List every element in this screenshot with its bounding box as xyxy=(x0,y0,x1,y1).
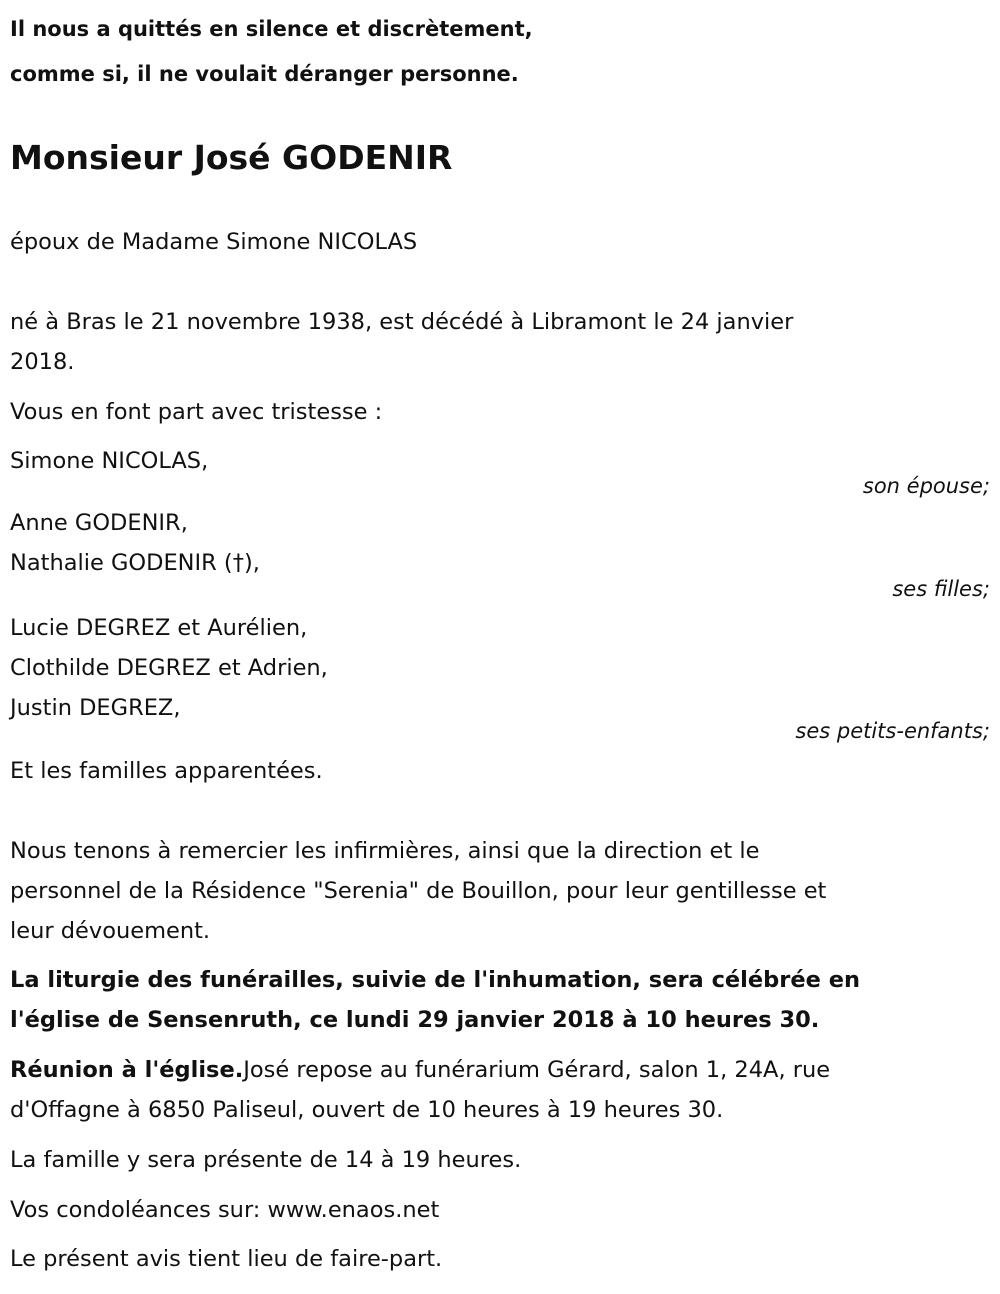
meeting-line: José repose au funérarium Gérard, salon 1, 24A, rue xyxy=(243,1057,831,1083)
thanks-line: Nous tenons à remercier les infirmières, ainsi que la direction et le xyxy=(10,838,760,864)
closing-line: Le présent avis tient lieu de faire-part. xyxy=(10,1246,443,1272)
family-name: Simone NICOLAS, xyxy=(10,448,209,474)
meeting-bold: Réunion à l'église. xyxy=(10,1057,244,1083)
condolences-line: Vos condoléances sur: www.enaos.net xyxy=(10,1197,440,1223)
liturgy-line: La liturgie des funérailles, suivie de l'inhumation, sera célébrée en xyxy=(10,967,860,993)
presence-line: La famille y sera présente de 14 à 19 heures. xyxy=(10,1147,522,1173)
family-name: Justin DEGREZ, xyxy=(10,695,181,721)
family-group-grandchildren xyxy=(10,608,980,728)
intro-line: comme si, il ne voulait déranger personne. xyxy=(10,62,519,86)
family-role: son épouse; xyxy=(862,474,990,498)
birth-death xyxy=(10,302,980,382)
thanks-line: personnel de la Résidence "Serenia" de Bouillon, pour leur gentillesse et xyxy=(10,878,827,904)
liturgy-line: l'église de Sensenruth, ce lundi 29 janvier 2018 à 10 heures 30. xyxy=(10,1007,820,1033)
family-role: ses filles; xyxy=(892,577,990,601)
intro-text xyxy=(10,7,980,97)
page-title: Monsieur José GODENIR xyxy=(10,138,453,177)
thanks-paragraph xyxy=(10,831,980,951)
family-role: ses petits-enfants; xyxy=(795,719,990,743)
family-name: Anne GODENIR, xyxy=(10,510,188,536)
meeting-line: d'Offagne à 6850 Paliseul, ouvert de 10 heures à 19 heures 30. xyxy=(10,1097,724,1123)
thanks-line: leur dévouement. xyxy=(10,918,211,944)
families-line: Et les familles apparentées. xyxy=(10,758,323,784)
birth-death-line: 2018. xyxy=(10,349,75,375)
birth-death-line: né à Bras le 21 novembre 1938, est décédé à Libramont le 24 janvier xyxy=(10,309,794,335)
family-name: Lucie DEGREZ et Aurélien, xyxy=(10,615,308,641)
liturgy-paragraph xyxy=(10,960,980,1040)
family-group-daughters xyxy=(10,503,980,583)
meeting-paragraph xyxy=(10,1050,980,1130)
family-name: Nathalie GODENIR (†), xyxy=(10,550,260,576)
family-group-spouse xyxy=(10,441,980,481)
announce: Vous en font part avec tristesse : xyxy=(10,399,383,425)
intro-line: Il nous a quittés en silence et discrètement, xyxy=(10,17,533,41)
family-name: Clothilde DEGREZ et Adrien, xyxy=(10,655,328,681)
spouse-line: époux de Madame Simone NICOLAS xyxy=(10,229,418,255)
